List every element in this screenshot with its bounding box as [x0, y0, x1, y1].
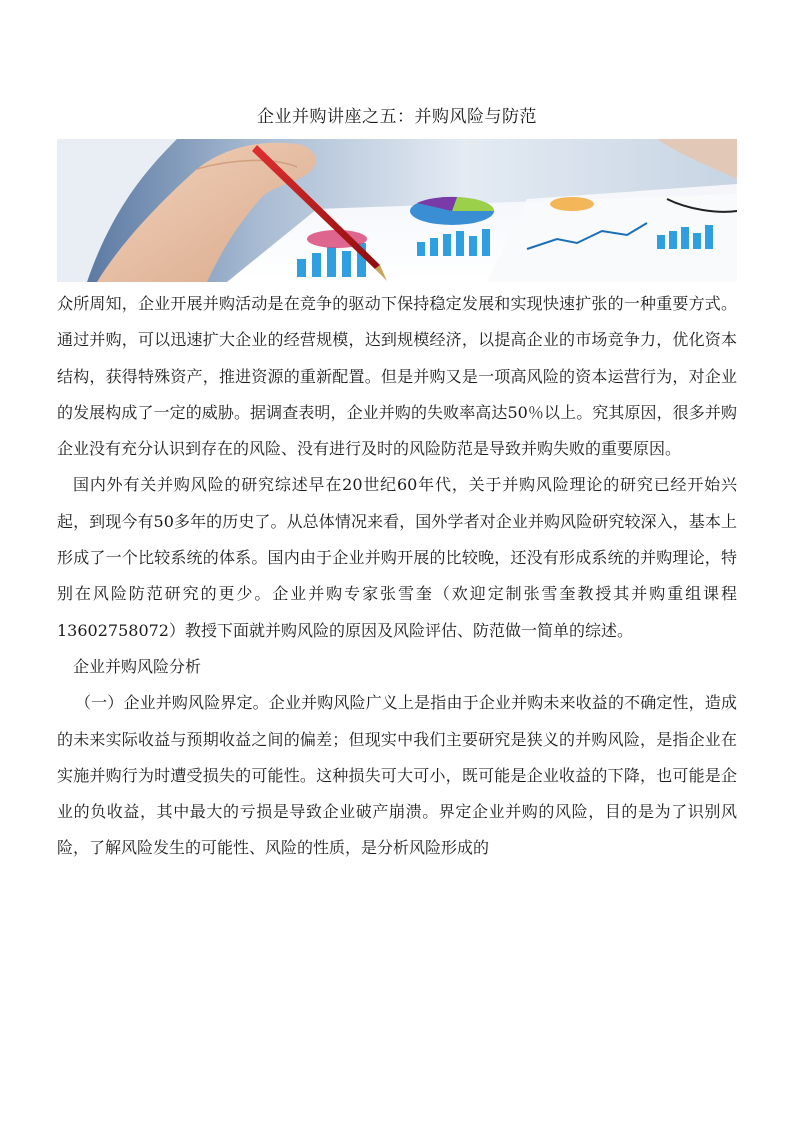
- paragraph-intro: 众所周知，企业开展并购活动是在竞争的驱动下保持稳定发展和实现快速扩张的一种重要方式。通过并购，可以迅速扩大企业的经营规模，达到规模经济，以提高企业的市场竞争力，优化资本结构，获得特殊资产，推进资源的重新配置。但是并购又是一项高风险的资本运营行为，对企业的发展构成了一定的威胁。据调查表明，企业并购的失败率高达50％以上。究其原因，很多并购企业没有充分认识到存在的风险、没有进行及时的风险防范是导致并购失败的重要原因。: [57, 294, 737, 459]
- paragraph-research-review: 国内外有关并购风险的研究综述早在20世纪60年代，关于并购风险理论的研究已经开始兴起，到现今有50多年的历史了。从总体情况来看，国外学者对企业并购风险研究较深入，基本上形成了一个比较系统的体系。国内由于企业并购开展的比较晚，还没有形成系统的并购理论，特别在风险防范研究的更少。企业并购专家张雪奎（欢迎定制张雪奎教授其并购重组课程13602758072）教授下面就并购风险的原因及风险评估、防范做一简单的综述。: [57, 475, 737, 640]
- section-heading: 企业并购风险分析: [73, 656, 202, 676]
- article-body: [57, 286, 737, 867]
- document-title: 企业并购讲座之五：并购风险与防范: [257, 107, 537, 127]
- paragraph-risk-definition: （一）企业并购风险界定。企业并购风险广义上是指由于企业并购未来收益的不确定性，造成的未来实际收益与预期收益之间的偏差；但现实中我们主要研究是狭义的并购风险，是指企业在实施并购行为时遭受损失的可能性。这种损失可大可小，既可能是企业收益的下降，也可能是企业的负收益，其中最大的亏损是导致企业破产崩溃。界定企业并购的风险，目的是为了识别风险，了解风险发生的可能性、风险的性质，是分析风险形成的: [57, 693, 737, 858]
- banner-image: [57, 139, 737, 282]
